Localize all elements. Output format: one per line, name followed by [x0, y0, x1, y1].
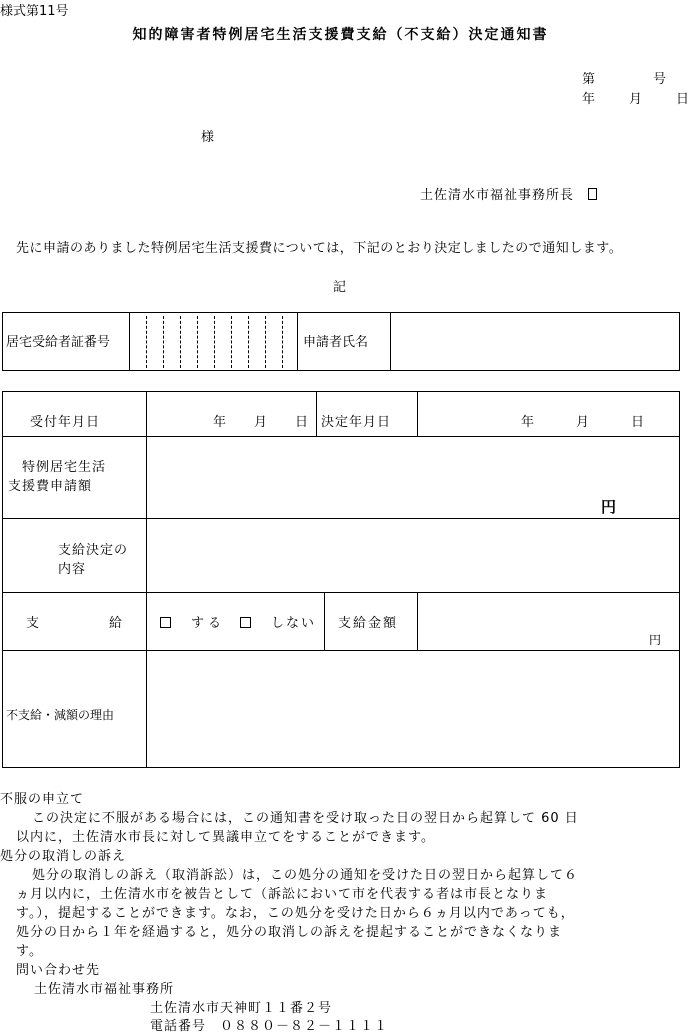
- received-month: 月: [254, 415, 268, 430]
- payment-label-right: 給: [109, 616, 123, 631]
- appeal-line2: 以内に，土佐清水市長に対して異議申立てをすることができます。: [16, 830, 435, 845]
- cert-number-field[interactable]: [131, 314, 296, 369]
- appeal-line1: この決定に不服がある場合には，この通知書を受け取った日の翌日から起算して 60 日: [32, 811, 579, 826]
- form-id: 様式第11号: [0, 4, 69, 19]
- payment-amount-label: 支給金額: [338, 616, 399, 631]
- received-date-value[interactable]: [213, 411, 308, 430]
- payment-unit: 円: [649, 633, 662, 647]
- suit-line4: 処分の日から１年を経過すると，処分の取消しの訴えを提起することができなくなりま: [16, 925, 563, 940]
- amount-label-line1: 特例居宅生活: [22, 460, 107, 475]
- decision-year: 年: [521, 415, 535, 430]
- amount-unit: 円: [601, 498, 617, 516]
- suit-line5: す。: [16, 944, 43, 959]
- contact-address: 土佐清水市天神町１１番２号: [150, 1001, 333, 1016]
- payment-label-left: 支: [26, 616, 40, 631]
- applicant-name-label: 申請者氏名: [303, 335, 369, 350]
- decision-month: 月: [576, 415, 590, 430]
- received-day: 日: [295, 415, 309, 430]
- received-date-label: 受付年月日: [30, 415, 101, 430]
- recipient-honorific: 様: [201, 130, 215, 145]
- cert-number-label: 居宅受給者証番号: [6, 335, 111, 350]
- document-title: 知的障害者特例居宅生活支援費支給（不支給）決定通知書: [132, 27, 549, 43]
- content-label-line2: 内容: [58, 562, 87, 577]
- date-month: 月: [629, 92, 643, 107]
- contact-heading: 問い合わせ先: [16, 963, 101, 978]
- received-year: 年: [213, 415, 227, 430]
- decision-date-value[interactable]: [521, 411, 644, 430]
- content-label-line1: 支給決定の: [58, 543, 129, 558]
- suit-line3: す。），提起することができます。なお，この処分を受けた日から６ヵ月以内であっても，: [16, 906, 575, 921]
- reason-field[interactable]: [148, 652, 678, 766]
- sender-name: 土佐清水市福祉事務所長: [420, 188, 575, 203]
- document-number: [582, 68, 666, 87]
- decision-date-label: 決定年月日: [321, 415, 392, 430]
- option-yes-checkbox[interactable]: [160, 617, 171, 628]
- number-suffix: 号: [653, 72, 667, 87]
- sender: [420, 184, 597, 203]
- date-year: 年: [582, 92, 596, 107]
- suit-line1: 処分の取消しの訴え（取消訴訟）は，この処分の通知を受けた日の翌日から起算して６: [32, 868, 579, 883]
- ki-heading: 記: [333, 280, 347, 295]
- contact-phone: 電話番号 ０８８０－８２－１１１１: [150, 1019, 389, 1034]
- suit-heading: 処分の取消しの訴え: [0, 849, 127, 864]
- document-date: [582, 88, 689, 107]
- intro-text: 先に申請のありました特例居宅生活支援費については，下記のとおり決定しましたので通知します。: [16, 241, 623, 256]
- appeal-heading: 不服の申立て: [0, 792, 85, 807]
- option-yes[interactable]: [160, 612, 225, 631]
- amount-label-line2: 支援費申請額: [8, 479, 93, 494]
- date-day: 日: [676, 92, 689, 107]
- option-no-label: しない: [271, 616, 317, 631]
- decision-day: 日: [631, 415, 645, 430]
- contact-office: 土佐清水市福祉事務所: [34, 982, 175, 997]
- option-no-checkbox[interactable]: [240, 617, 251, 628]
- option-no[interactable]: [240, 612, 316, 631]
- reason-label: 不支給・減額の理由: [6, 708, 115, 722]
- option-yes-label: する: [191, 616, 226, 631]
- number-prefix: 第: [582, 72, 596, 87]
- seal-box: [588, 188, 597, 200]
- suit-line2: ヵ月以内に，土佐清水市を被告として（訴訟において市を代表する者は市長となりま: [16, 887, 549, 902]
